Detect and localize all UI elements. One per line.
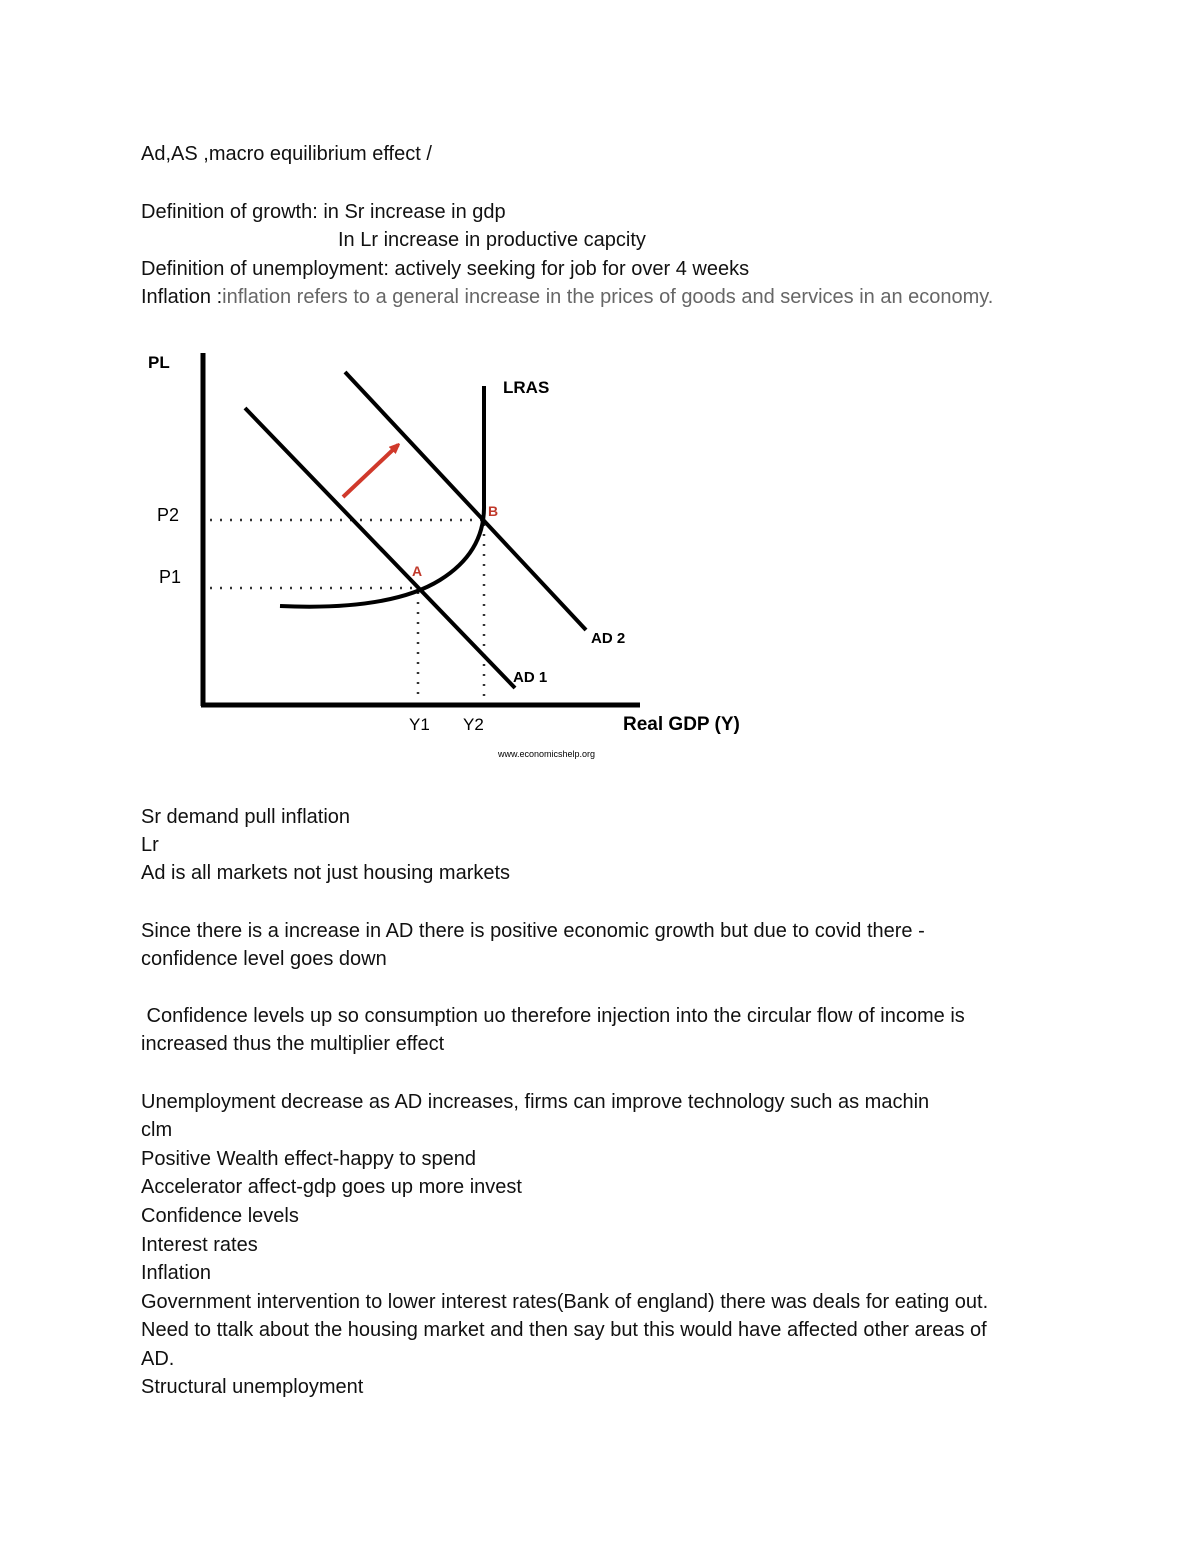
- y1-label: Y1: [409, 715, 430, 734]
- note-line: Confidence levels: [141, 1205, 299, 1227]
- lras-label: LRAS: [503, 378, 550, 397]
- note-line: Sr demand pull inflation: [141, 806, 351, 828]
- note-line: Structural unemployment: [141, 1376, 364, 1398]
- inflation-label: Inflation :: [141, 286, 223, 308]
- unemployment-definition: Definition of unemployment: actively seeking for job for over 4 weeks: [141, 258, 750, 280]
- y2-label: Y2: [463, 715, 484, 734]
- note-line: Lr: [141, 834, 159, 856]
- p1-label: P1: [159, 567, 182, 587]
- source-credit: www.economicshelp.org: [498, 749, 596, 759]
- ad2-label: AD 2: [591, 630, 626, 647]
- note-line: Government intervention to lower interest rates(Bank of england) there was deals for eating out.: [141, 1291, 989, 1313]
- note-line: Need to ttalk about the housing market and then say but this would have affected other areas of: [141, 1319, 987, 1341]
- note-line: confidence level goes down: [141, 948, 387, 970]
- note-line: increased thus the multiplier effect: [141, 1033, 445, 1055]
- growth-definition-lr: In Lr increase in productive capcity: [338, 229, 646, 251]
- ad2-curve: [345, 372, 586, 630]
- note-line: Confidence levels up so consumption uo therefore injection into the circular flow of income is: [141, 1005, 965, 1027]
- ad-as-diagram: [140, 340, 760, 770]
- point-b-label: B: [488, 503, 499, 519]
- shift-arrow: [343, 445, 398, 497]
- note-line: Unemployment decrease as AD increases, firms can improve technology such as machin: [141, 1091, 930, 1113]
- aggregate-supply-curve: [280, 386, 484, 607]
- note-line: clm: [141, 1119, 173, 1141]
- ad1-label: AD 1: [513, 669, 548, 686]
- growth-definition: Definition of growth: in Sr increase in gdp: [141, 201, 506, 223]
- note-line: Since there is a increase in AD there is positive economic growth but due to covid there -: [141, 920, 925, 942]
- y-axis-label: PL: [148, 353, 170, 372]
- point-a-label: A: [412, 563, 423, 579]
- note-line: Inflation: [141, 1262, 212, 1284]
- note-line: Interest rates: [141, 1234, 258, 1256]
- note-line: Accelerator affect-gdp goes up more invest: [141, 1176, 522, 1198]
- x-axis-label: Real GDP (Y): [623, 714, 740, 735]
- doc-title: Ad,AS ,macro equilibrium effect /: [141, 143, 432, 165]
- inflation-definition: [141, 285, 993, 309]
- note-line: Positive Wealth effect-happy to spend: [141, 1148, 477, 1170]
- inflation-definition-text: inflation refers to a general increase in the prices of goods and services in an economy.: [222, 286, 994, 308]
- p2-label: P2: [157, 505, 180, 525]
- note-line: Ad is all markets not just housing markets: [141, 862, 511, 884]
- note-line: AD.: [141, 1348, 175, 1370]
